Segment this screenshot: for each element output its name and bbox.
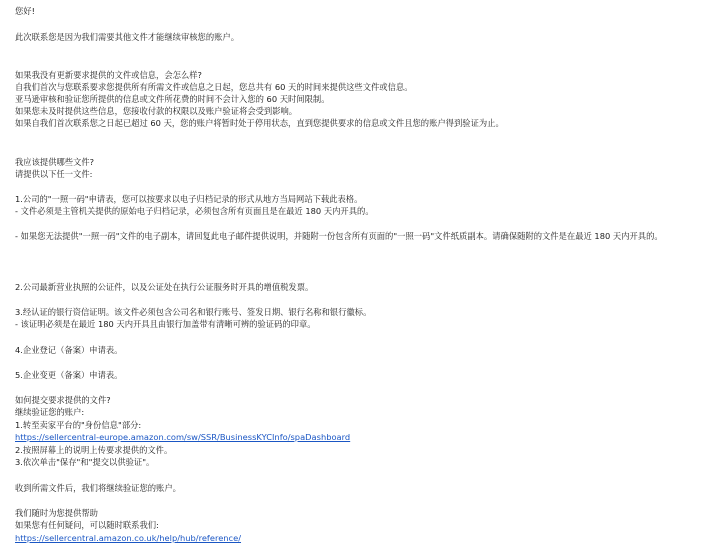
faq-heading-submit: 如何提交要求提供的文件? bbox=[15, 395, 111, 405]
deadline-paragraph-2: 亚马逊审核和验证您所提供的信息或文件所花费的时间不会计入您的 60 天时间限制。 bbox=[15, 94, 330, 104]
identity-dashboard-link[interactable]: https://sellercentral-europe.amazon.com/sw/SSR/BusinessKYCInfo/spaDashboard bbox=[15, 432, 351, 442]
document-item-4: 4.企业登记（备案）申请表。 bbox=[15, 345, 123, 355]
deadline-paragraph-1: 自我们首次与您联系要求您提供所有所需文件或信息之日起，您总共有 60 天的时间来提供这些文件或信息。 bbox=[15, 82, 413, 92]
documents-subheading: 请提供以下任一文件: bbox=[15, 169, 93, 179]
submit-step-3: 3.依次单击"保存"和"提交以供验证"。 bbox=[15, 457, 155, 467]
help-subheading: 如果您有任何疑问，可以随时联系我们: bbox=[15, 520, 159, 530]
greeting: 您好! bbox=[15, 6, 35, 16]
document-item-3: 3.经认证的银行资信证明。该文件必须包含公司名和银行账号、签发日期、银行名称和银行徽标。 bbox=[15, 307, 372, 317]
document-item-1-alternative: - 如果您无法提供"一照一码"文件的电子副本，请回复此电子邮件提供说明，并随附一份包含所有页面的"一照一码"文件纸质副本。请确保随附的文件是在最近 180 天内开具的。 bbox=[15, 231, 663, 241]
deadline-paragraph-3: 如果您未及时提供这些信息，您接收付款的权限以及账户验证将会受到影响。 bbox=[15, 106, 298, 116]
submit-subheading: 继续验证您的账户: bbox=[15, 407, 85, 417]
document-item-3-note: - 该证明必须是在最近 180 天内开具且由银行加盖带有清晰可辨的验证码的印章。 bbox=[15, 319, 316, 329]
faq-heading-deadline: 如果我没有更新要求提供的文件或信息，会怎么样? bbox=[15, 70, 202, 80]
document-item-5: 5.企业变更（备案）申请表。 bbox=[15, 370, 123, 380]
document-item-2: 2.公司最新营业执照的公证件，以及公证处在执行公证服务时开具的增值税发票。 bbox=[15, 282, 314, 292]
help-heading: 我们随时为您提供帮助 bbox=[15, 508, 98, 518]
document-item-1: 1.公司的"一照一码"申请表，您可以按要求以电子归档记录的形式从地方当局网站下载此表格。 bbox=[15, 194, 363, 204]
submit-step-2: 2.按照屏幕上的说明上传要求提供的文件。 bbox=[15, 445, 173, 455]
submit-step-1: 1.转至卖家平台的"身份信息"部分: bbox=[15, 420, 142, 430]
closing-text: 收到所需文件后，我们将继续验证您的账户。 bbox=[15, 483, 181, 493]
intro-text: 此次联系您是因为我们需要其他文件才能继续审核您的账户。 bbox=[15, 32, 240, 42]
faq-heading-documents: 我应该提供哪些文件? bbox=[15, 157, 95, 167]
document-item-1-note: - 文件必须是主管机关提供的原始电子归档记录，必须包含所有页面且是在最近 180 天内开具的。 bbox=[15, 206, 374, 216]
help-hub-link[interactable]: https://sellercentral.amazon.co.uk/help/hub/reference/ bbox=[15, 533, 242, 543]
deadline-paragraph-4: 如果自我们首次联系您之日起已超过 60 天，您的账户将暂时处于停用状态，直到您提供要求的信息或文件且您的账户得到验证为止。 bbox=[15, 118, 504, 128]
